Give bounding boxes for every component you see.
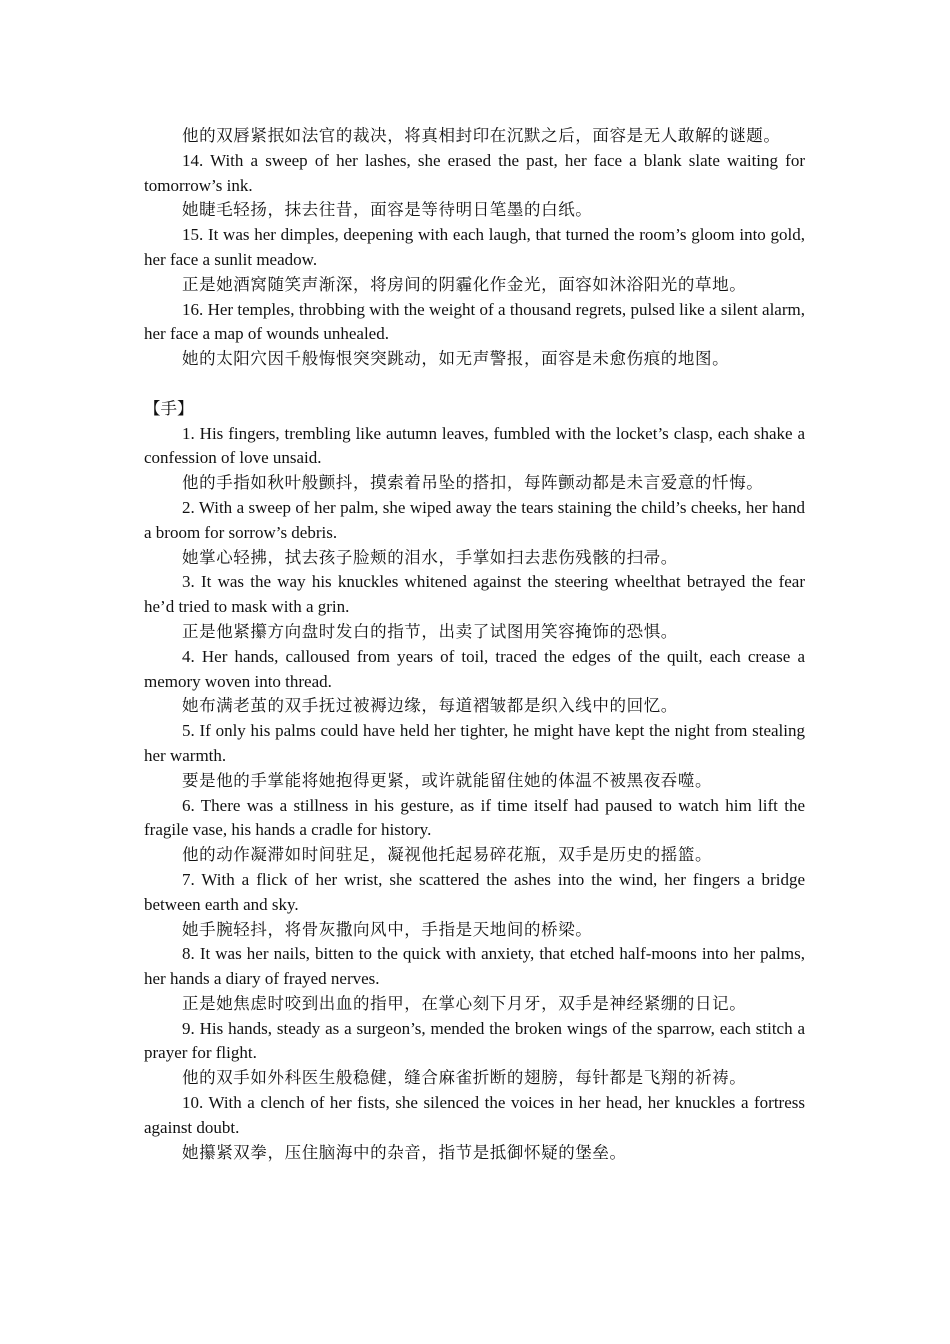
paragraph-en: 7. With a flick of her wrist, she scattered the ashes into the wind, her fingers a bridge between earth and sky.: [144, 869, 805, 914]
paragraph-zh: 她的太阳穴因千般悔恨突突跳动，如无声警报，面容是未愈伤痕的地图。: [182, 349, 730, 369]
paragraph-zh: 正是他紧攥方向盘时发白的指节，出卖了试图用笑容掩饰的恐惧。: [182, 621, 678, 641]
paragraph-zh: 他的双唇紧抿如法官的裁决，将真相封印在沉默之后，面容是无人敢解的谜题。: [182, 126, 781, 145]
paragraph-en: 8. It was her nails, bitten to the quick with anxiety, that etched half-moons into her palms, her hands a diary of frayed nerves.: [144, 944, 805, 989]
paragraph-zh: 她睫毛轻扬，抹去往昔，面容是等待明日笔墨的白纸。: [182, 200, 593, 220]
paragraph-en: 2. With a sweep of her palm, she wiped away the tears staining the child’s cheeks, her hand a broom for sorrow’s debris.: [144, 497, 805, 542]
paragraph-en: 10. With a clench of her fists, she silenced the voices in her head, her knuckles a fortress against doubt.: [144, 1093, 805, 1137]
paragraph-zh: 他的动作凝滞如时间驻足，凝视他托起易碎花瓶，双手是历史的摇篮。: [182, 845, 713, 865]
paragraph-en: 4. Her hands, calloused from years of toil, traced the edges of the quilt, each crease a memory woven into thread.: [144, 646, 805, 691]
paragraph-en: 15. It was her dimples, deepening with each laugh, that turned the room’s gloom into gold, her face a sunlit meadow.: [144, 225, 805, 269]
paragraph-zh: 正是她焦虑时咬到出血的指甲，在掌心刻下月牙，双手是神经紧绷的日记。: [182, 993, 747, 1013]
paragraph-en: 5. If only his palms could have held her tighter, he might have kept the night from stealing her warmth.: [144, 721, 805, 765]
paragraph-en: 3. It was the way his knuckles whitened against the steering wheelthat betrayed the fear he’d tried to mask with a grin.: [144, 572, 805, 617]
paragraph-zh: 他的手指如秋叶般颤抖，摸索着吊坠的搭扣，每阵颤动都是未言爱意的忏悔。: [182, 473, 764, 493]
paragraph-en: 1. His fingers, trembling like autumn leaves, fumbled with the locket’s clasp, each shake a confession of love unsaid.: [144, 423, 805, 468]
paragraph-zh: 正是她酒窝随笑声渐深，将房间的阴霾化作金光，面容如沐浴阳光的草地。: [182, 274, 747, 294]
section-heading: 【手】: [144, 398, 194, 418]
paragraph-zh: 她掌心轻拂，拭去孩子脸颊的泪水，手掌如扫去悲伤残骸的扫帚。: [182, 547, 678, 567]
paragraph-en: 6. There was a stillness in his gesture, as if time itself had paused to watch him lift the fragile vase, his hands a cradle for history.: [144, 795, 805, 840]
paragraph-en: 9. His hands, steady as a surgeon’s, mended the broken wings of the sparrow, each stitch a prayer for flight.: [144, 1018, 805, 1063]
paragraph-zh: 她布满老茧的双手抚过被褥边缘，每道褶皱都是织入线中的回忆。: [182, 696, 678, 716]
paragraph-zh: 要是他的手掌能将她抱得更紧，或许就能留住她的体温不被黑夜吞噬。: [182, 770, 713, 790]
paragraph-zh: 她攥紧双拳，压住脑海中的杂音，指节是抵御怀疑的堡垒。: [182, 1142, 627, 1162]
document-page: [144, 124, 805, 1165]
blank-line: [144, 372, 805, 397]
paragraph-en: 16. Her temples, throbbing with the weight of a thousand regrets, pulsed like a silent alarm, her face a map of wounds unhealed.: [144, 299, 805, 344]
paragraph-zh: 他的双手如外科医生般稳健，缝合麻雀折断的翅膀，每针都是飞翔的祈祷。: [182, 1068, 747, 1088]
paragraph-en: 14. With a sweep of her lashes, she erased the past, her face a blank slate waiting for tomorrow’s ink.: [144, 150, 805, 195]
paragraph-zh: 她手腕轻抖，将骨灰撒向风中，手指是天地间的桥梁。: [182, 919, 593, 939]
